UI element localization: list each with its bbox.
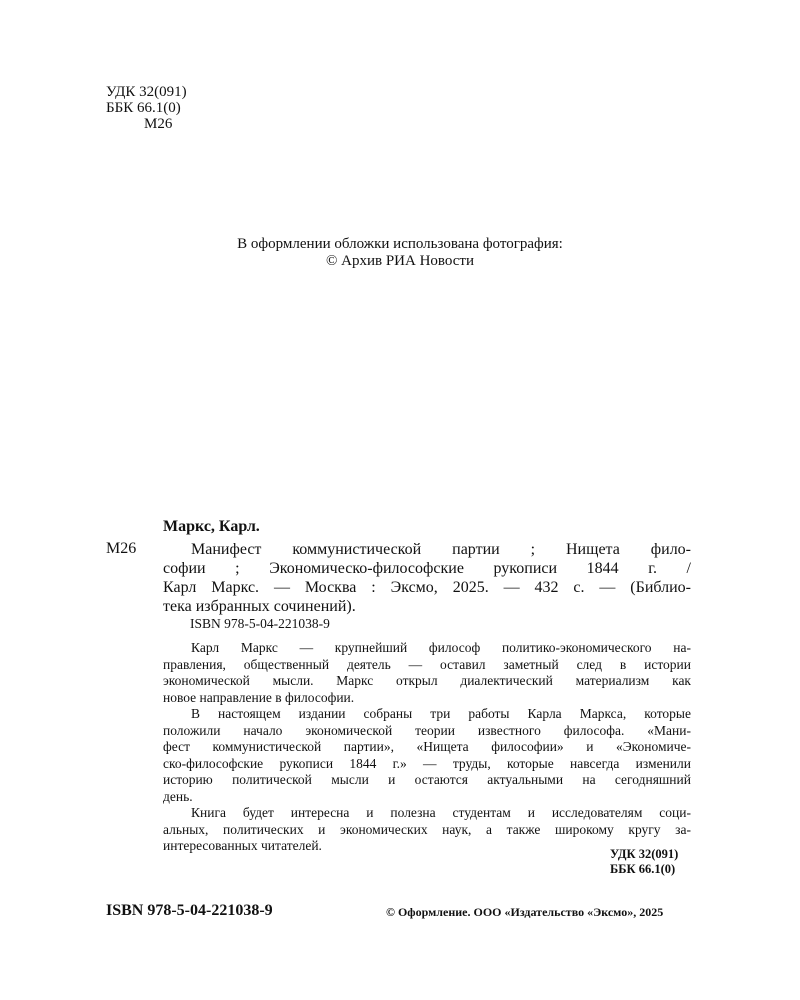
isbn-footer: ISBN 978-5-04-221038-9: [106, 902, 273, 919]
annotation-line: В настоящем издании собраны три работы Карла Маркса, которые: [191, 706, 691, 721]
annotation: [163, 640, 691, 855]
annotation-line: Книга будет интересна и полезна студентам и исследователям соци-: [191, 805, 691, 820]
annotation-line: альных, политических и экономических наук, а также широкому кругу за-: [163, 821, 691, 837]
bibliographic-description: [163, 540, 691, 616]
annotation-line: интересованных читателей.: [163, 838, 322, 853]
bib-line: тека избранных сочинений).: [163, 598, 356, 615]
isbn-record: ISBN 978-5-04-221038-9: [190, 616, 330, 631]
copyright-notice: © Оформление. ООО «Издательство «Эксмо», 2025: [386, 905, 664, 919]
annotation-line: экономической мысли. Маркс открыл диалектический материализм как: [163, 673, 691, 688]
annotation-line: день.: [163, 788, 193, 804]
classification-codes-bottom: [610, 847, 678, 877]
author-heading: Маркс, Карл.: [163, 518, 260, 535]
cover-photo-credit: [0, 236, 800, 270]
annotation-paragraph-2: [163, 706, 691, 805]
author-sign-left: М26: [106, 540, 137, 557]
bib-line: Манифест коммунистической партии ; Нищета фило-: [191, 541, 691, 558]
annotation-line: ско-философские рукописи 1844 г.» — труды, которые навсегда изменили: [163, 755, 691, 771]
annotation-line: историю политической мысли и остаются актуальными на сегодняшний: [163, 772, 691, 787]
bbk-code: ББК 66.1(0): [106, 100, 181, 116]
bib-line: софии ; Экономическо-философские рукописи 1844 г. /: [163, 560, 691, 577]
bbk-code-bottom: ББК 66.1(0): [610, 862, 676, 876]
credit-line-1: В оформлении обложки использована фотография:: [237, 236, 563, 252]
udk-code-bottom: УДК 32(091): [610, 847, 679, 861]
classification-codes-top: [106, 84, 187, 132]
annotation-line: фест коммунистической партии», «Нищета философии» и «Экономиче-: [163, 739, 691, 754]
author-sign: М26: [144, 116, 173, 132]
annotation-paragraph-1: [163, 640, 691, 706]
bib-line: Карл Маркс. — Москва : Эксмо, 2025. — 432 с. — (Библио-: [163, 579, 691, 596]
annotation-line: положили начало экономической теории известного философа. «Мани-: [163, 722, 691, 738]
credit-line-2: © Архив РИА Новости: [325, 253, 475, 269]
udk-code: УДК 32(091): [106, 84, 187, 100]
annotation-line: новое направление в философии.: [163, 689, 355, 705]
annotation-line: Карл Маркс — крупнейший философ политико-экономического на-: [191, 640, 691, 655]
annotation-line: правления, общественный деятель — оставил заметный след в истории: [163, 656, 691, 672]
